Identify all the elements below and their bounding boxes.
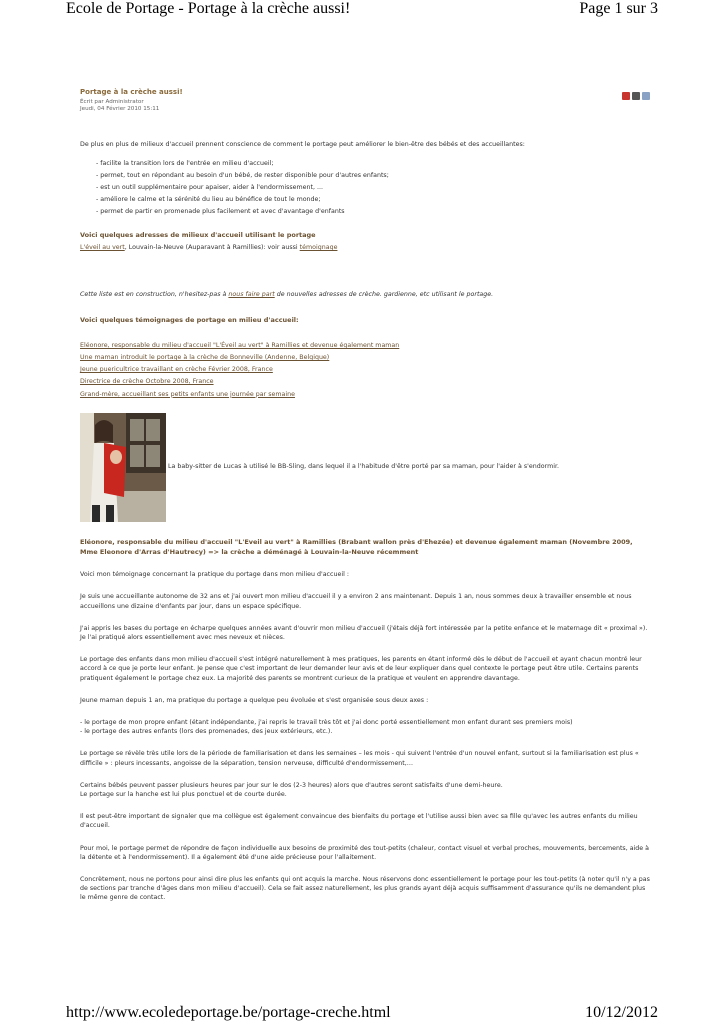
footer-url: http://www.ecoledeportage.be/portage-creche.html [66, 1004, 391, 1021]
paragraph: - le portage de mon propre enfant (étant indépendante, j'ai repris le travail très tôt et j'ai donc porté essentiellement mon enfant durant ses premiers mois) [80, 718, 573, 726]
article [80, 88, 650, 903]
construction-note [80, 291, 650, 300]
article-tools [622, 92, 650, 100]
list-item [80, 391, 650, 400]
note-text-before: Cette liste est en construction, n'hesitez-pas à [80, 290, 229, 298]
list-item: - facilite la transition lors de l'entrée en milieu d'accueil; [96, 160, 274, 168]
temoignage-link[interactable]: témoignage [299, 244, 338, 252]
benefits-list [96, 160, 650, 217]
list-item: - permet, tout en répondant au besoin d'un bébé, de rester disponible pour d'autres enfants; [96, 172, 389, 180]
paragraph: Le portage sur la hanche est lui plus ponctuel et de courte durée. [80, 791, 287, 798]
address-line [80, 244, 650, 253]
section-heading-testimonials: Voici quelques témoignages de portage en milieu d'accueil: [80, 316, 299, 325]
eveil-au-vert-link[interactable]: L'éveil au vert [80, 244, 125, 252]
paragraph: Voici mon témoignage concernant la pratique du portage dans mon milieu d'accueil : [80, 571, 349, 579]
article-author: Écrit par Administrator [80, 98, 144, 105]
photo-row [80, 413, 650, 522]
article-title: Portage à la crèche aussi! [80, 88, 183, 96]
photo-caption: La baby-sitter de Lucas à utilisé le BB-Sling, dans lequel il a l'habitude d'être porté par sa maman, pour l'aider à s'endormir. [168, 463, 559, 471]
paragraph: Jeune maman depuis 1 an, ma pratique du portage a quelque peu évoluée et s'est organisée sous deux axes : [80, 696, 429, 704]
paragraph: Concrètement, nous ne portons pour ainsi dire plus les enfants qui ont acquis la marche. Nous réservons donc essentiellement le portage pour les tout-petits (à noter qu'il n'y a pas de sections par tranche d'âges dans mon milieu d'accueil). Cela se fait assez naturellement, les plus grands ayant déjà acquis suffisamment d'assurance qu'ils ne demandent plus le même genre de contact. [80, 876, 650, 902]
page-header [0, 0, 724, 22]
testimonial-link[interactable]: Une maman introduit le portage à la crèche de Bonneville (Andenne, Belgique) [80, 354, 330, 362]
list-item: - permet de partir en promenade plus facilement et avec d'avantage d'enfants [96, 208, 345, 216]
paragraph: J'ai appris les bases du portage en écharpe quelques années avant d'ouvrir mon milieu d'accueil (j'étais déjà fort intéressée par la petite enfance et le maternage dit « proximal »). Je l'ai pratiqué alors essentiellement avec mes neveux et nièces. [80, 624, 648, 641]
section-heading-addresses: Voici quelques adresses de milieux d'accueil utilisant le portage [80, 230, 316, 239]
contact-link[interactable]: nous faire part [228, 290, 275, 298]
list-item [80, 354, 650, 363]
print-icon[interactable] [632, 92, 640, 100]
address-text: , Louvain-la-Neuve (Auparavant à Ramillies): voir aussi [124, 244, 300, 252]
testimonial-links [80, 342, 650, 399]
footer-date: 10/12/2012 [585, 1004, 658, 1021]
note-text-after: de nouvelles adresses de crèche. gardienne, etc utilisant le portage. [274, 290, 494, 298]
lead-paragraph: De plus en plus de milieux d'accueil prennent conscience de comment le portage peut améliorer le bien-être des bébés et des accueillantes: [80, 140, 525, 148]
paragraph: Pour moi, le portage permet de répondre de façon individuelle aux besoins de proximité des tout-petits (chaleur, contact visuel et verbal proches, mouvements, bercements, aide à la détente et à l'endormissement). Il a également été d'une aide précieuse pour l'allaitement. [80, 844, 650, 861]
testimonial-link[interactable]: Jeune puericultrice travaillant en crèche Février 2008, France [80, 366, 273, 374]
paragraph: Il est peut-être important de signaler que ma collègue est également convaincue des bienfaits du portage et l'utilise aussi bien avec sa fille qu'avec les autres enfants du milieu d'accueil. [80, 813, 638, 830]
paragraph: Certains bébés peuvent passer plusieurs heures par jour sur le dos (2-3 heures) alors que d'autres seront satisfaits d'une demi-heure. [80, 781, 503, 789]
header-title: Ecole de Portage - Portage à la crèche aussi! [66, 0, 351, 17]
pdf-icon[interactable] [622, 92, 630, 100]
babysitter-photo [80, 413, 166, 522]
paragraph: Le portage des enfants dans mon milieu d'accueil s'est intégré naturellement à mes pratiques, les parents en étant informé dès le début de l'accueil et ayant chacun montré leur accord à ce que je porte leur enfant. Je pense que c'est important de leur demander leur avis et de leur expliquer dans quel contexte le portage peut être utile. Certains parents pratiquent également le portage chez eux. La majorité des parents se montrent curieux de la pratique et veulent en apprendre davantage. [80, 656, 642, 682]
list-item [80, 366, 650, 375]
page-number: Page 1 sur 3 [579, 0, 658, 17]
paragraph: Le portage se révèle très utile lors de la période de familiarisation et dans les semaines – les mois - qui suivent l'entrée d'un nouvel enfant, surtout si la familiarisation est plus « difficile » : pleurs incessants, angoisse de la séparation, tension nerveuse, difficulté d'endormissement,… [80, 750, 639, 767]
email-icon[interactable] [642, 92, 650, 100]
testimonial-link[interactable]: Eléonore, responsable du milieu d'accueil "L'Éveil au vert" à Ramillies et devenue également maman [80, 341, 400, 349]
list-item [80, 378, 650, 387]
testimonial-link[interactable]: Directrice de crèche Octobre 2008, France [80, 378, 214, 386]
testimony-heading: Eléonore, responsable du milieu d'accueil "L'Eveil au vert" à Ramillies (Brabant wallon près d'Ehezée) et devenue également maman (Novembre 2009, Mme Eleonore d'Arras d'Hautrecy) => la crèche a déménagé à Louvain-la-Neuve récemment [80, 538, 633, 557]
paragraph: - le portage des autres enfants (lors des promenades, des jeux extérieurs, etc.). [80, 728, 333, 736]
paragraph: Je suis une accueillante autonome de 32 ans et j'ai ouvert mon milieu d'accueil il y a environ 2 ans maintenant. Depuis 1 an, nous sommes deux à travailler ensemble et nous accueillons une dizaine d'enfants par jour, dans un espace spécifique. [80, 593, 632, 610]
testimonial-link[interactable]: Grand-mère, accueillant ses petits enfants une journée par semaine [80, 390, 295, 398]
list-item [80, 342, 650, 351]
list-item: - améliore le calme et la sérénité du lieu au bénéfice de tout le monde; [96, 196, 321, 204]
list-item: - est un outil supplémentaire pour apaiser, aider à l'endormissement, ... [96, 184, 324, 192]
article-date: Jeudi, 04 Février 2010 15:11 [80, 105, 160, 112]
